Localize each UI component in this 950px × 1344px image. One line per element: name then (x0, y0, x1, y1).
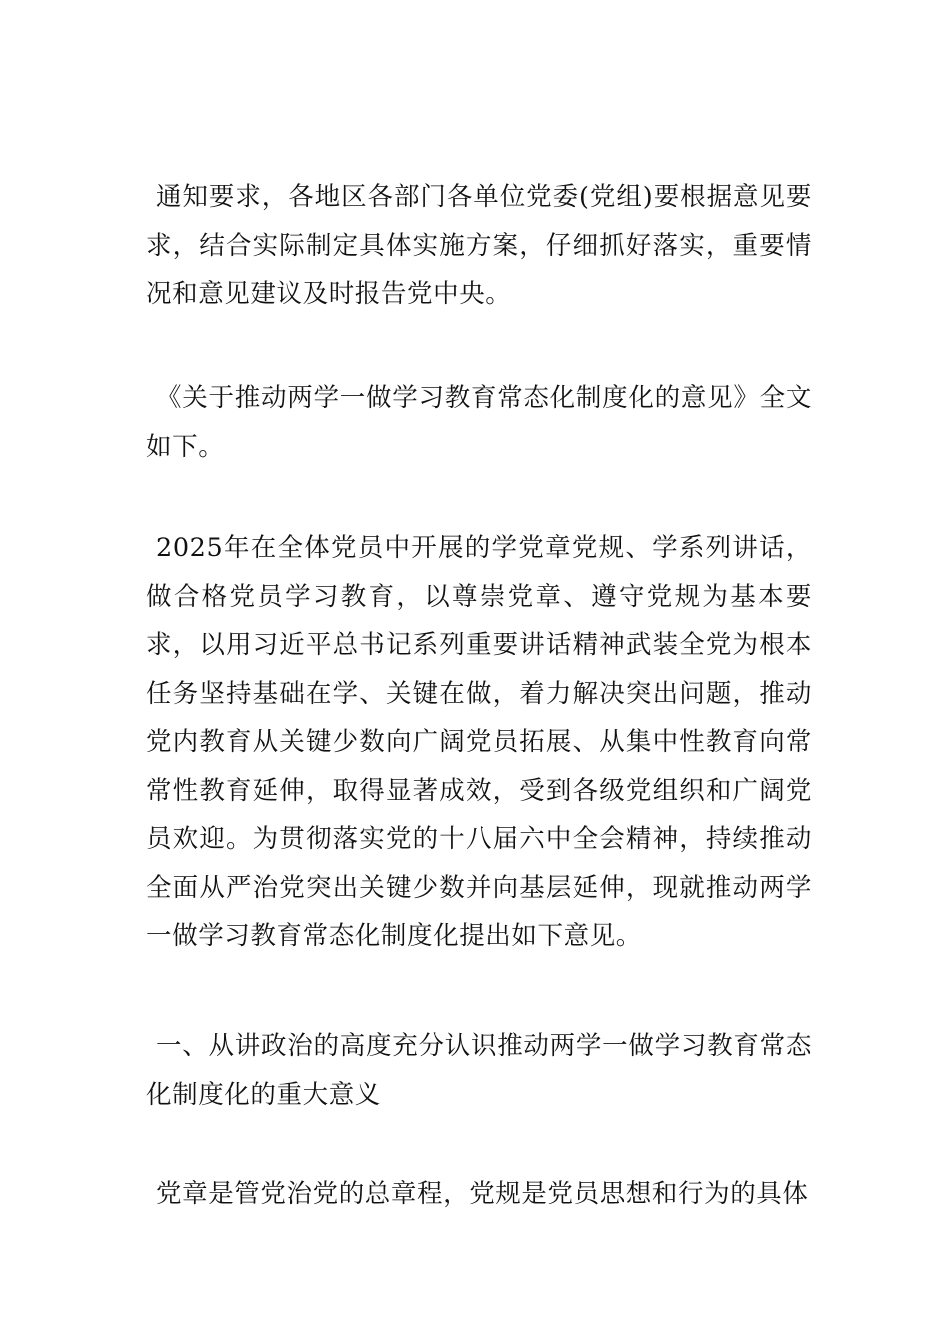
paragraph-notice-requirements: 通知要求，各地区各部门各单位党委(党组)要根据意见要求，结合实际制定具体实施方案，仔细抓好落实，重要情况和意见建议及时报告党中央。 (146, 182, 812, 309)
paragraph-full-text-intro: 《关于推动两学一做学习教育常态化制度化的意见》全文如下。 (146, 383, 812, 462)
paragraph-party-constitution: 党章是管党治党的总章程，党规是党员思想和行为的具体 (156, 1179, 809, 1209)
section-heading-one: 一、从讲政治的高度充分认识推动两学一做学习教育常态化制度化的重大意义 (146, 1031, 812, 1110)
paragraph-background: 2025年在全体党员中开展的学党章党规、学系列讲话，做合格党员学习教育，以尊崇党章、遵守党规为基本要求，以用习近平总书记系列重要讲话精神武装全党为根本任务坚持基础在学、关键在做，着力解决突出问题，推动党内教育从关键少数向广阔党员拓展、从集中性教育向常常性教育延伸，取得显著成效，受到各级党组织和广阔党员欢迎。为贯彻落实党的十八届六中全会精神，持续推动全面从严治党突出关键少数并向基层延伸，现就推动两学一做学习教育常态化制度化提出如下意见。 (146, 533, 812, 951)
